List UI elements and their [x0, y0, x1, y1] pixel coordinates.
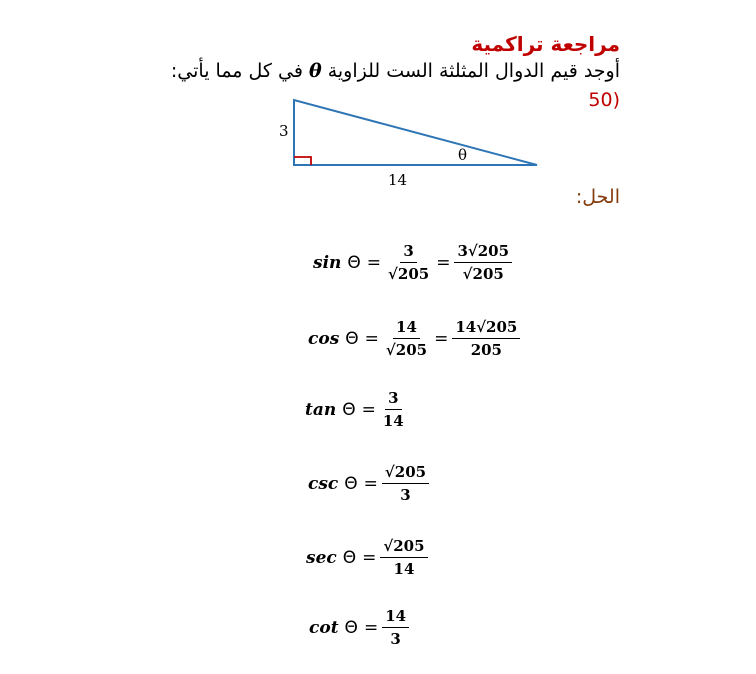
function-name: csc: [308, 473, 339, 494]
right-angle-marker: [294, 157, 311, 165]
equals-sign: =: [363, 473, 378, 494]
denominator: 14: [382, 412, 404, 430]
fraction: [380, 389, 407, 430]
question-text-after: في كل مما يأتي:: [170, 60, 303, 82]
triangle-outline: [294, 100, 537, 165]
equals-sign: =: [361, 399, 376, 420]
fraction: [380, 537, 427, 578]
numerator: √205: [382, 463, 429, 484]
numerator: 14√205: [452, 318, 520, 339]
cos-equation: [308, 318, 524, 359]
csc-equation: [308, 463, 433, 504]
numerator: 3√205: [454, 242, 512, 263]
fraction: [383, 318, 430, 359]
theta-symbol: Θ: [344, 473, 358, 494]
numerator: 14: [382, 607, 409, 628]
equals-sign: =: [362, 547, 377, 568]
angle-label: θ: [458, 146, 468, 164]
sec-equation: [306, 537, 432, 578]
denominator: √205: [462, 265, 504, 283]
theta-symbol: Θ: [342, 547, 357, 568]
denominator: √205: [388, 265, 430, 283]
section-title: مراجعة تراكمية: [471, 32, 620, 56]
tan-equation: [305, 389, 411, 430]
fraction: [382, 463, 429, 504]
equals-sign: =: [436, 252, 451, 273]
function-name: sec: [306, 547, 337, 568]
function-name: tan: [305, 399, 337, 420]
numerator: 3: [385, 389, 401, 410]
fraction: [382, 607, 409, 648]
numerator: 3: [400, 242, 416, 263]
fraction: [385, 242, 432, 283]
sin-equation: [313, 242, 516, 283]
solution-label: الحل:: [575, 186, 620, 208]
denominator: 3: [390, 630, 401, 648]
denominator: 205: [470, 341, 502, 359]
theta-symbol: Θ: [347, 252, 361, 273]
cot-equation: [309, 607, 413, 648]
fraction: [452, 318, 520, 359]
vertical-side-label: 3: [279, 122, 289, 140]
function-name: sin: [313, 252, 342, 273]
numerator: 14: [393, 318, 420, 339]
denominator: √205: [385, 341, 428, 359]
horizontal-side-label: 14: [388, 171, 408, 189]
question-number: 50): [588, 89, 620, 111]
denominator: 3: [400, 486, 411, 504]
question-text-before: أوجد قيم الدوال المثلثة الست للزاوية: [327, 60, 620, 82]
theta-symbol: θ: [308, 60, 322, 82]
denominator: 14: [393, 560, 415, 578]
numerator: √205: [380, 537, 427, 558]
function-name: cos: [308, 328, 340, 349]
theta-symbol: Θ: [342, 399, 356, 420]
equals-sign: =: [366, 252, 382, 273]
question-text: [171, 60, 620, 82]
theta-symbol: Θ: [345, 328, 359, 349]
right-triangle-figure: [270, 92, 550, 194]
function-name: cot: [309, 617, 339, 638]
theta-symbol: Θ: [344, 617, 358, 638]
fraction: [454, 242, 512, 283]
equals-sign: =: [434, 328, 449, 349]
equals-sign: =: [364, 328, 379, 349]
equals-sign: =: [363, 617, 379, 638]
